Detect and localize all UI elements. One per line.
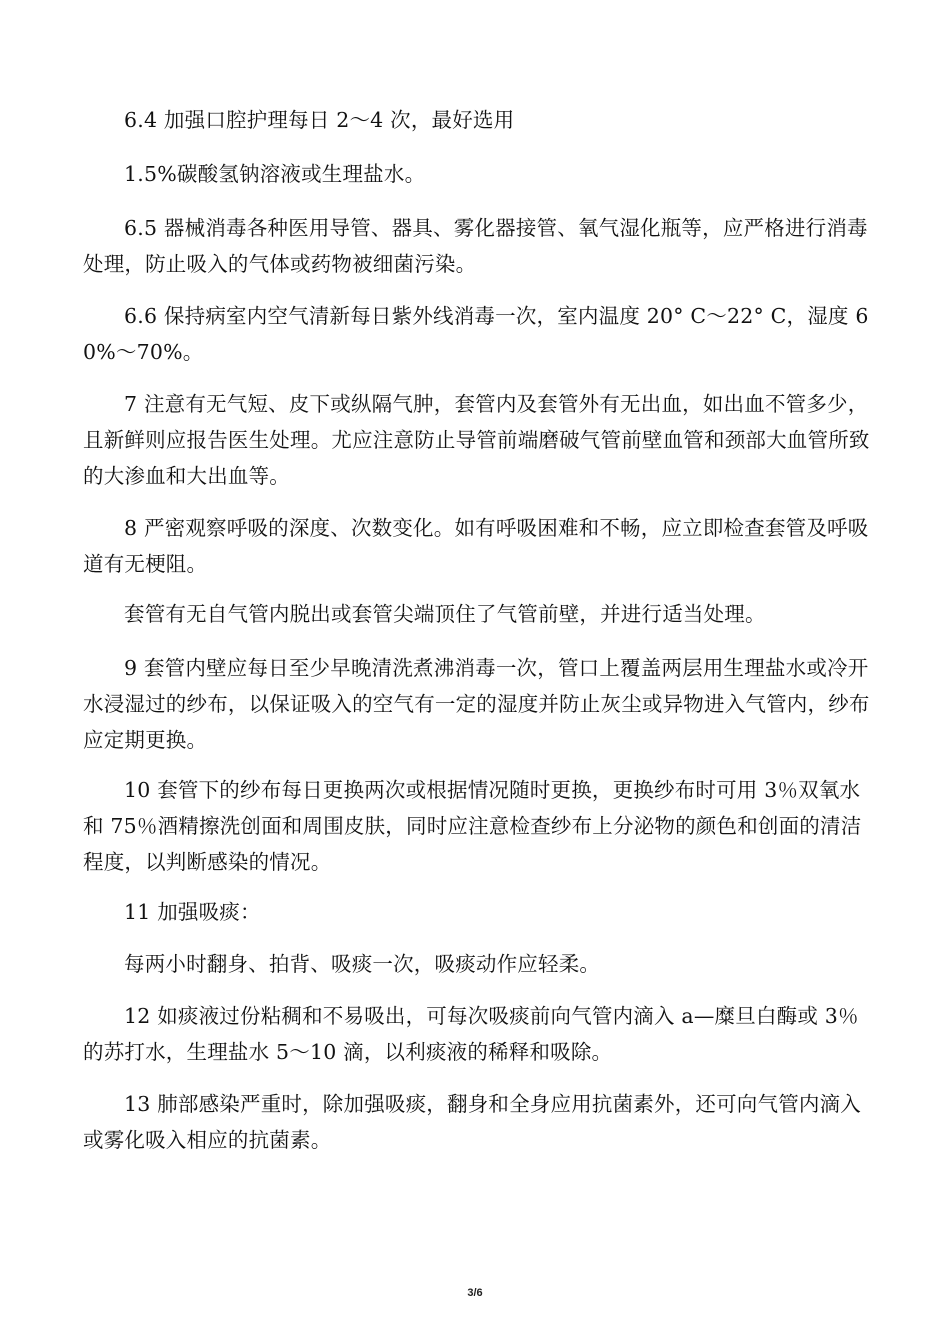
paragraph-11-continued: 每两小时翻身、拍背、吸痰一次，吸痰动作应轻柔。: [124, 952, 601, 976]
paragraph-8-continued: 套管有无自气管内脱出或套管尖端顶住了气管前壁，并进行适当处理。: [124, 602, 766, 626]
paragraph-6-4-continued: 1.5%碳酸氢钠溶液或生理盐水。: [124, 162, 426, 186]
page-number: 3/6: [467, 1287, 483, 1299]
paragraph-7: 7 注意有无气短、皮下或纵隔气肿，套管内及套管外有无出血，如出血不管多少，且新鲜则应报告医生处理。尤应注意防止导管前端磨破气管前壁血管和颈部大血管所致的大渗血和大出血等。: [83, 392, 870, 488]
paragraph-10: 10 套管下的纱布每日更换两次或根据情况随时更换，更换纱布时可用 3％双氧水和 75％酒精擦洗创面和周围皮肤，同时应注意检查纱布上分泌物的颜色和创面的清洁程度，以判断感染的情况。: [83, 778, 862, 874]
paragraph-11: 11 加强吸痰：: [124, 900, 261, 924]
paragraph-8: 8 严密观察呼吸的深度、次数变化。如有呼吸困难和不畅，应立即检查套管及呼吸道有无梗阻。: [83, 516, 869, 576]
paragraph-9: 9 套管内壁应每日至少早晚清洗煮沸消毒一次，管口上覆盖两层用生理盐水或冷开水浸湿过的纱布，以保证吸入的空气有一定的湿度并防止灰尘或异物进入气管内，纱布应定期更换。: [83, 656, 870, 752]
paragraph-6-6: 6.6 保持病室内空气清新每日紫外线消毒一次，室内温度 20° C～22° C，湿度 60%～70%。: [83, 304, 869, 364]
paragraph-6-5: 6.5 器械消毒各种医用导管、器具、雾化器接管、氧气湿化瓶等，应严格进行消毒处理，防止吸入的气体或药物被细菌污染。: [83, 216, 868, 276]
paragraph-13: 13 肺部感染严重时，除加强吸痰，翻身和全身应用抗菌素外，还可向气管内滴入或雾化吸入相应的抗菌素。: [83, 1092, 861, 1152]
paragraph-12: 12 如痰液过份粘稠和不易吸出，可每次吸痰前向气管内滴入 a—糜旦白酶或 3％的苏打水，生理盐水 5～10 滴，以利痰液的稀释和吸除。: [83, 1004, 859, 1064]
paragraph-6-4: 6.4 加强口腔护理每日 2～4 次，最好选用: [124, 108, 515, 132]
